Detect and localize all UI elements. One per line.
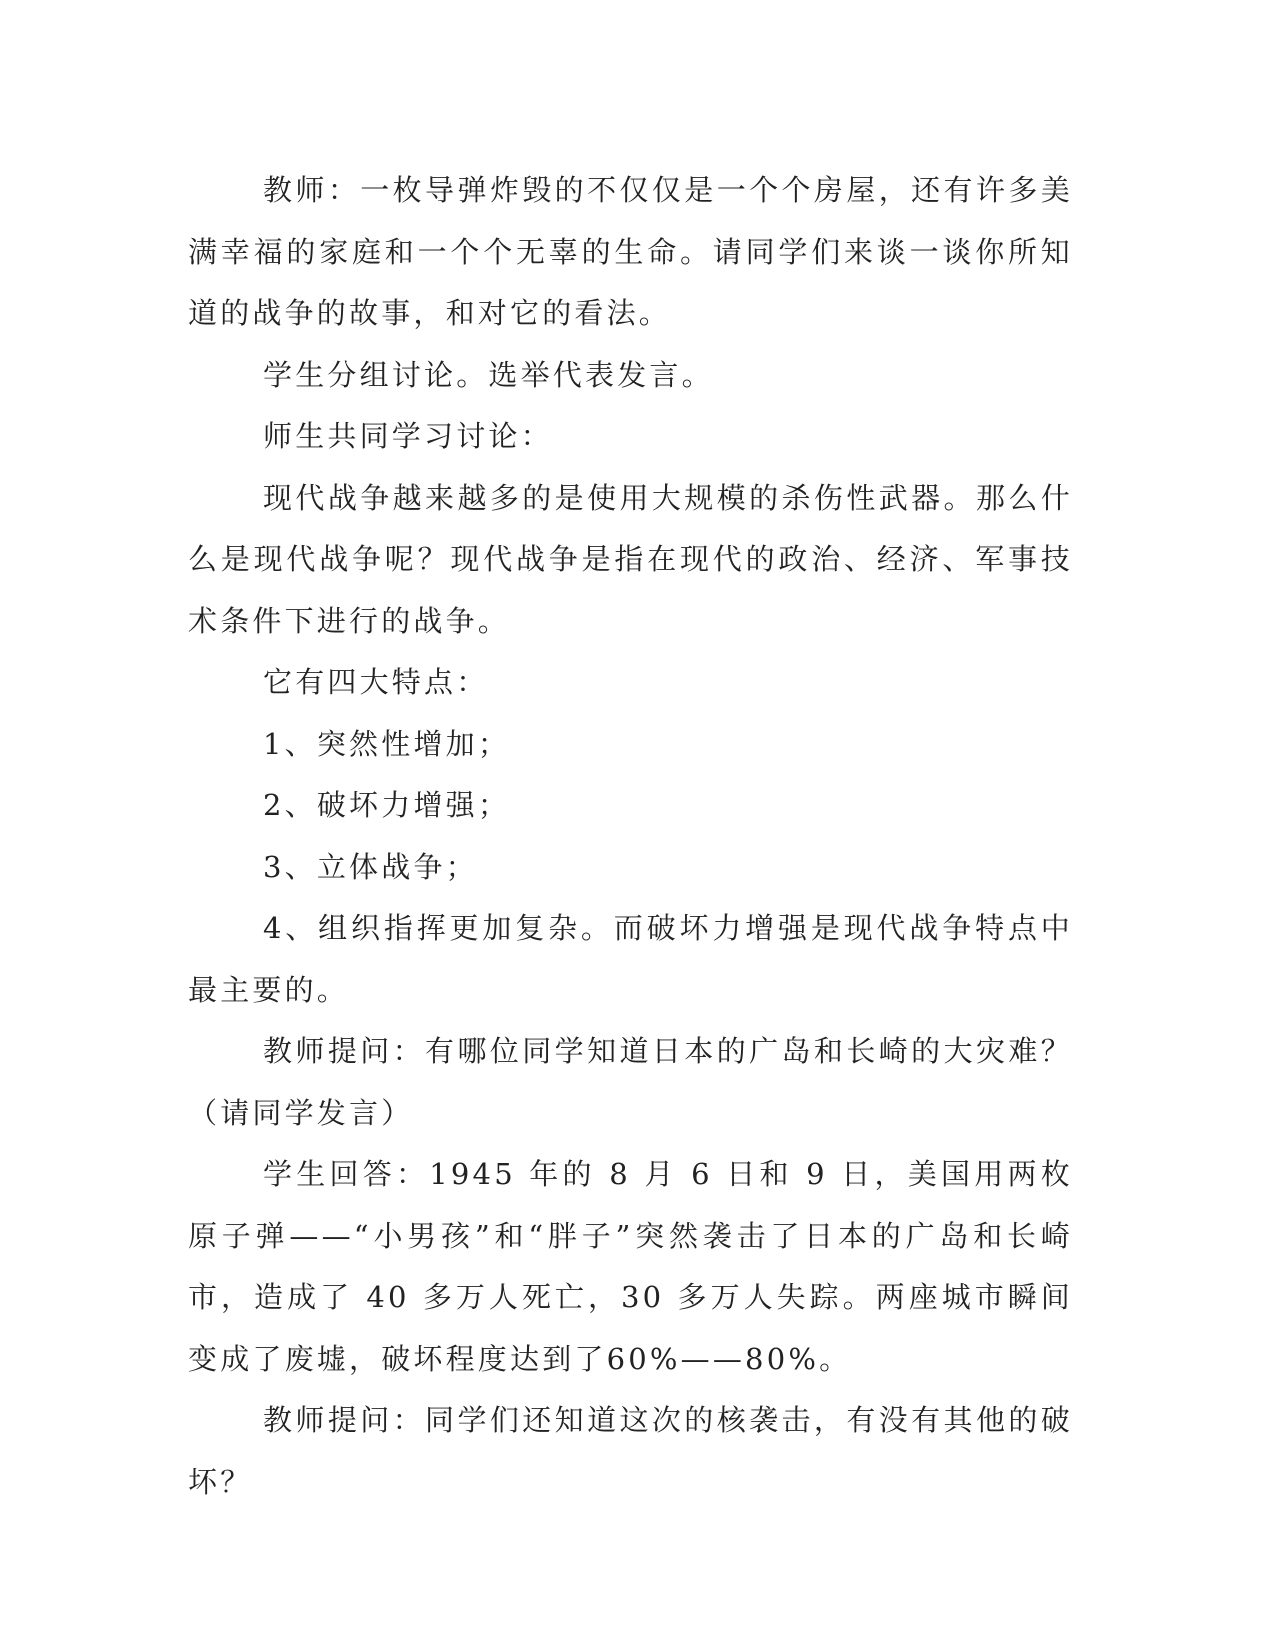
list-item-feature-1: 1、突然性增加； [263,726,511,761]
paragraph-group-discussion: 学生分组讨论。选举代表发言。 [263,357,714,392]
paragraph-teacher-question-hiroshima: 教师提问：有哪位同学知道日本的广岛和长崎的大灾难？（请同学发言） [188,1034,1073,1130]
list-item-feature-2: 2、破坏力增强； [263,788,511,822]
list-item-feature-4: 4、组织指挥更加复杂。而破坏力增强是现代战争特点中最主要的。 [188,911,1073,1007]
paragraph-student-answer: 学生回答：1945 年的 8 月 6 日和 9 日，美国用两枚原子弹——“小男孩”和“胖子”突然袭击了日本的广岛和长崎市，造成了 40 多万人死亡，30 多万人失踪。两座城市瞬间变成了废墟，破坏程度达到了60%——80%。 [188,1157,1073,1376]
paragraph-teacher-intro: 教师：一枚导弹炸毁的不仅仅是一个个房屋，还有许多美满幸福的家庭和一个个无辜的生命。请同学们来谈一谈你所知道的战争的故事，和对它的看法。 [188,173,1073,330]
document-body [188,160,1073,1513]
paragraph-four-features: 它有四大特点： [263,665,489,699]
list-item-feature-3: 3、立体战争； [263,849,478,884]
paragraph-modern-war-definition: 现代战争越来越多的是使用大规模的杀伤性武器。那么什么是现代战争呢？现代战争是指在现代的政治、经济、军事技术条件下进行的战争。 [188,480,1073,638]
paragraph-teacher-question-damage: 教师提问：同学们还知道这次的核袭击，有没有其他的破坏？ [188,1403,1073,1499]
paragraph-joint-study: 师生共同学习讨论： [263,419,553,453]
